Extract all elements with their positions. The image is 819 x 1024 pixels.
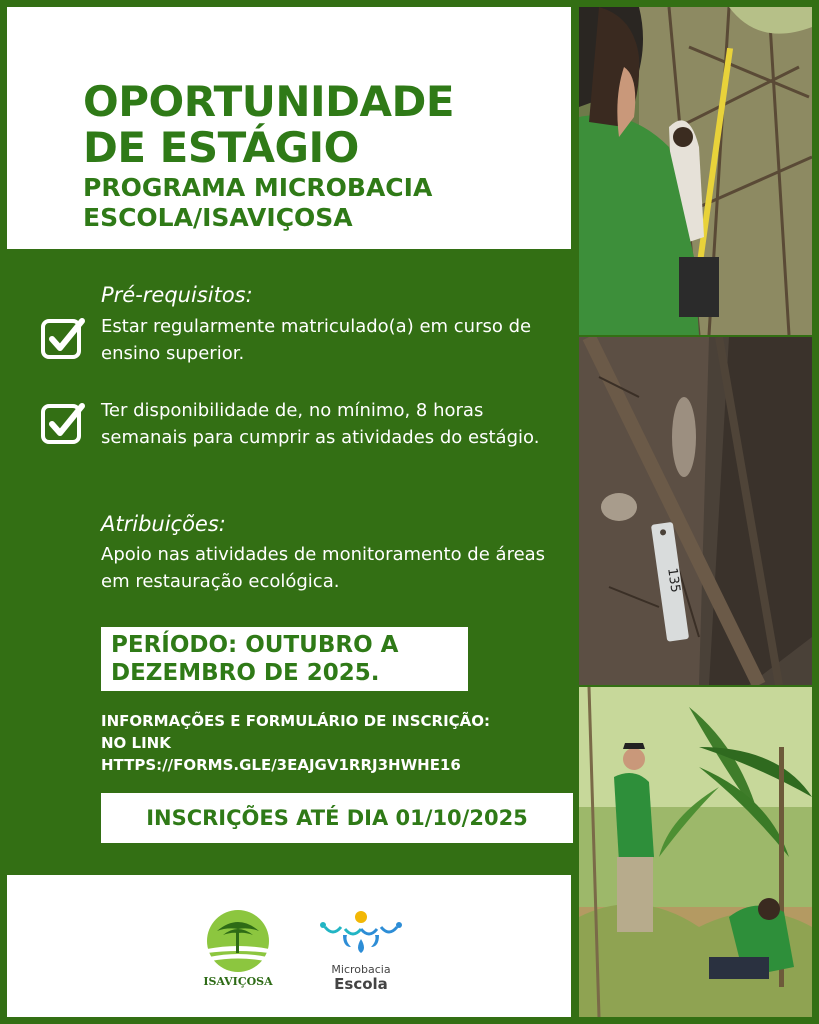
info-line-2: NO LINK [101, 734, 171, 752]
tree-tag-number: 135 [664, 567, 683, 594]
isavicosa-logo-label: ISAVIÇOSA [203, 975, 273, 988]
deadline-box [101, 793, 573, 843]
page-title [83, 79, 563, 171]
duties-text: Apoio nas atividades de monitoramento de áreas em restauração ecológica. [101, 544, 546, 592]
requirement-item-1: Estar regularmente matriculado(a) em curso de ensino superior. [101, 316, 532, 364]
subtitle-line-1: PROGRAMA MICROBACIA [83, 173, 433, 202]
period-line-1: PERÍODO: OUTUBRO A [111, 632, 399, 658]
checkbox-checked-icon [40, 315, 88, 363]
subtitle-line-2: ESCOLA/ISAVIÇOSA [83, 203, 353, 232]
period-line-2: DEZEMBRO DE 2025. [111, 660, 380, 686]
period-text [111, 631, 461, 687]
checkbox-checked-icon [40, 400, 88, 448]
page-subtitle [83, 173, 563, 233]
deadline-text: INSCRIÇÕES ATÉ DIA 01/10/2025 [146, 806, 528, 830]
info-line-1: INFORMAÇÕES E FORMULÁRIO DE INSCRIÇÃO: [101, 712, 491, 730]
logo-box [7, 875, 571, 1017]
requirement-item-2: Ter disponibilidade de, no mínimo, 8 horas semanais para cumprir as atividades do estágio. [101, 400, 540, 448]
title-box [7, 7, 571, 249]
title-line-2: DE ESTÁGIO [83, 123, 359, 172]
photo-workers-pole [579, 7, 812, 335]
microbacia-logo-line-1: Microbacia [331, 963, 391, 976]
form-link[interactable]: HTTPS://FORMS.GLE/3EAJGV1RRJ3HWHE16 [101, 756, 461, 774]
microbacia-logo-line-2: Escola [334, 975, 388, 993]
photo-tree-tag [579, 337, 812, 685]
duties-label: Atribuições: [101, 512, 226, 536]
photo-workers-planting [579, 687, 812, 1017]
title-line-1: OPORTUNIDADE [83, 77, 455, 126]
requirements-label: Pré-requisitos: [101, 283, 253, 307]
info-block [101, 710, 571, 776]
period-box [101, 627, 468, 691]
isavicosa-logo [203, 909, 273, 989]
microbacia-escola-logo [313, 909, 409, 995]
